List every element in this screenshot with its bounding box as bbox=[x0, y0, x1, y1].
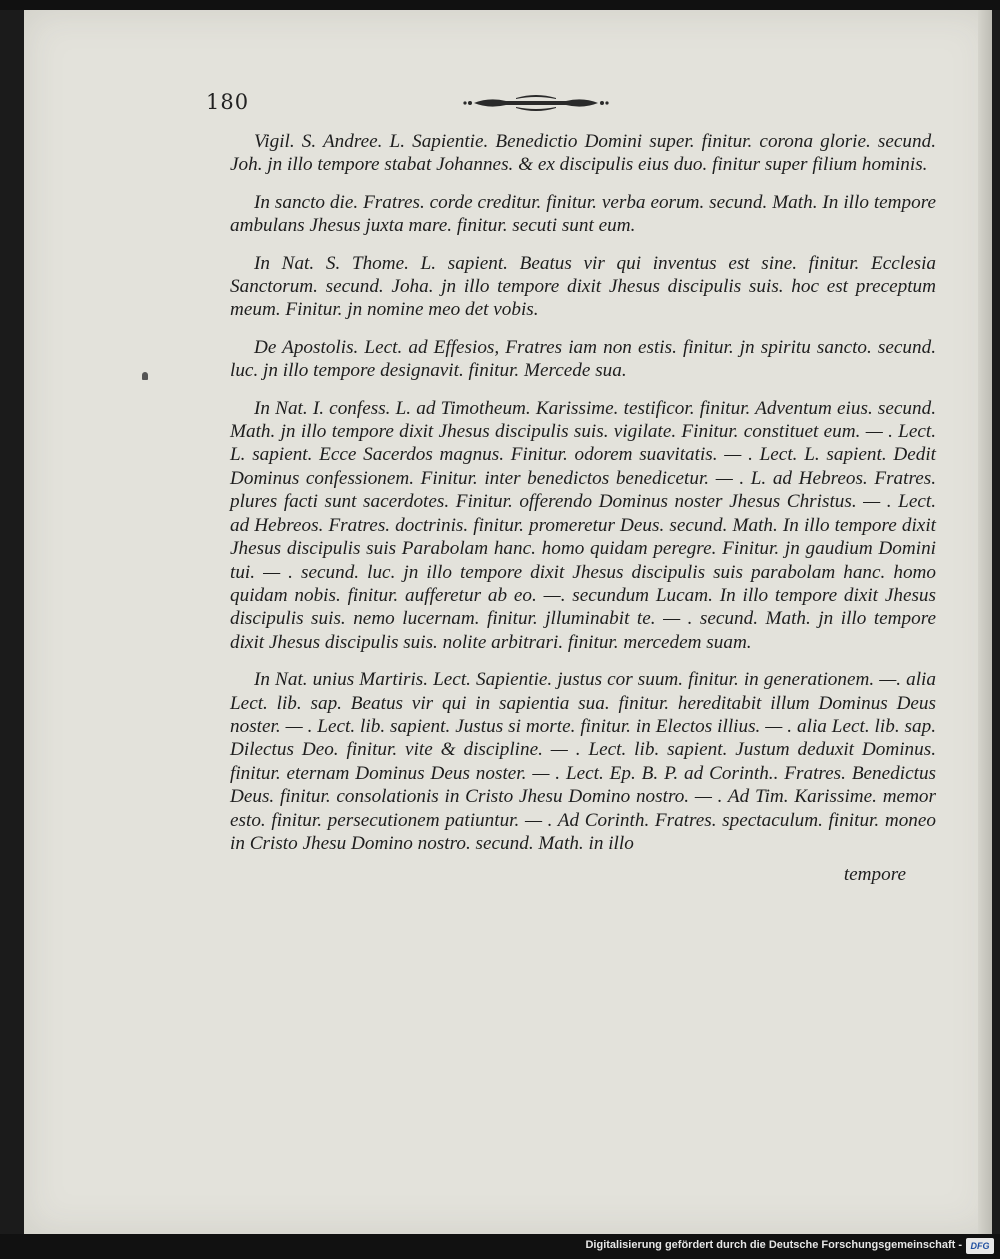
digitization-footer bbox=[0, 1234, 1000, 1259]
paragraph-de-apostolis: De Apostolis. Lect. ad Effesios, Fratres iam non estis. finitur. jn spiritu sancto. secund. luc. jn illo tempore designavit. finitur. Mercede sua. bbox=[230, 336, 936, 382]
paragraph-vigil-s-andree: Vigil. S. Andree. L. Sapientie. Benedictio Domini super. finitur. corona glorie. secund. Joh. jn illo tempore stabat Johannes. & ex discipulis eius duo. finitur super filium hominis. bbox=[230, 131, 936, 176]
footer-credit: Digitalisierung gefördert durch die Deutsche Forschungsgemeinschaft - bbox=[585, 1239, 962, 1251]
catchword: tempore bbox=[843, 864, 906, 886]
dfg-logo: DFG bbox=[966, 1238, 994, 1254]
page-edge-shadow bbox=[978, 10, 992, 1234]
page-body-text bbox=[230, 130, 936, 887]
paragraph-in-nat-s-thome: In Nat. S. Thome. L. sapient. Beatus vir qui inventus est sine. finitur. Ecclesia Sanctorum. secund. Joha. jn illo tempore dixit Jhesus discipulis suis. hoc est preceptum meum. Finitur. jn nomine meo det vobis. bbox=[230, 252, 936, 321]
paragraph-in-sancto-die: In sancto die. Fratres. corde creditur. finitur. verba eorum. secund. Math. In illo tempore ambulans Jhesus juxta mare. finitur. secuti sunt eum. bbox=[230, 191, 936, 237]
page-number: 180 bbox=[206, 90, 250, 114]
header-ornament-icon bbox=[461, 94, 611, 112]
page-header bbox=[206, 88, 916, 118]
margin-ink-mark bbox=[142, 372, 148, 380]
scan-top-border bbox=[0, 0, 1000, 10]
paragraph-in-nat-unius-martiris: In Nat. unius Martiris. Lect. Sapientie. justus cor suum. finitur. in generationem. —. alia Lect. lib. sap. Beatus vir qui in sapientia sua. finitur. hereditabit illum Dominus Deus noster. — . Lect. lib. sapient. Justus si morte. finitur. in Electos illius. — . alia Lect. lib. sap. Dilectus Deo. finitur. vite & discipline. — . Lect. lib. sapient. Justum deduxit Dominus. finitur. eternam Dominus Deus noster. — . Lect. Ep. B. P. ad Corinth.. Fratres. Benedictus Deus. finitur. consolationis in Cristo Jhesu Domino nostro. — . Ad Tim. Karissime. memor esto. finitur. persecutionem patiuntur. — . Ad Corinth. Fratres. spectaculum. finitur. moneo in Cristo Jhesu Domino nostro. secund. Math. in illo bbox=[230, 669, 936, 854]
paragraph-in-nat-confess: In Nat. I. confess. L. ad Timotheum. Karissime. testificor. finitur. Adventum eius. secund. Math. jn illo tempore dixit Jhesus discipulis suis. vigilate. Finitur. constituet eum. — . Lect. L. sapient. Ecce Sacerdos magnus. Finitur. odorem suavitatis. — . Lect. L. sapient. Dedit Dominus confessionem. Finitur. inter benedictos benedicetur. — . L. ad Hebreos. Fratres. plures facti sunt sacerdotes. Finitur. offerendo Dominus noster Jhesus Christus. — . Lect. ad Hebreos. Fratres. doctrinis. finitur. promeretur Deus. secund. Math. In illo tempore dixit Jhesus discipulis suis Parabolam hanc. homo quidam peregre. Finitur. jn gaudium Domini tui. — . secund. luc. jn illo tempore dixit Jhesus discipulis suis parabolam hanc. homo quidam nobis. finitur. aufferetur ab eo. —. secundum Lucam. In illo tempore dixit Jhesus discipulis suis. nemo lucernam. finitur. jlluminabit te. — . secund. Math. jn illo tempore dixit Jhesus discipulis suis. nolite arbitrari. finitur. mercedem suam. bbox=[230, 397, 936, 653]
